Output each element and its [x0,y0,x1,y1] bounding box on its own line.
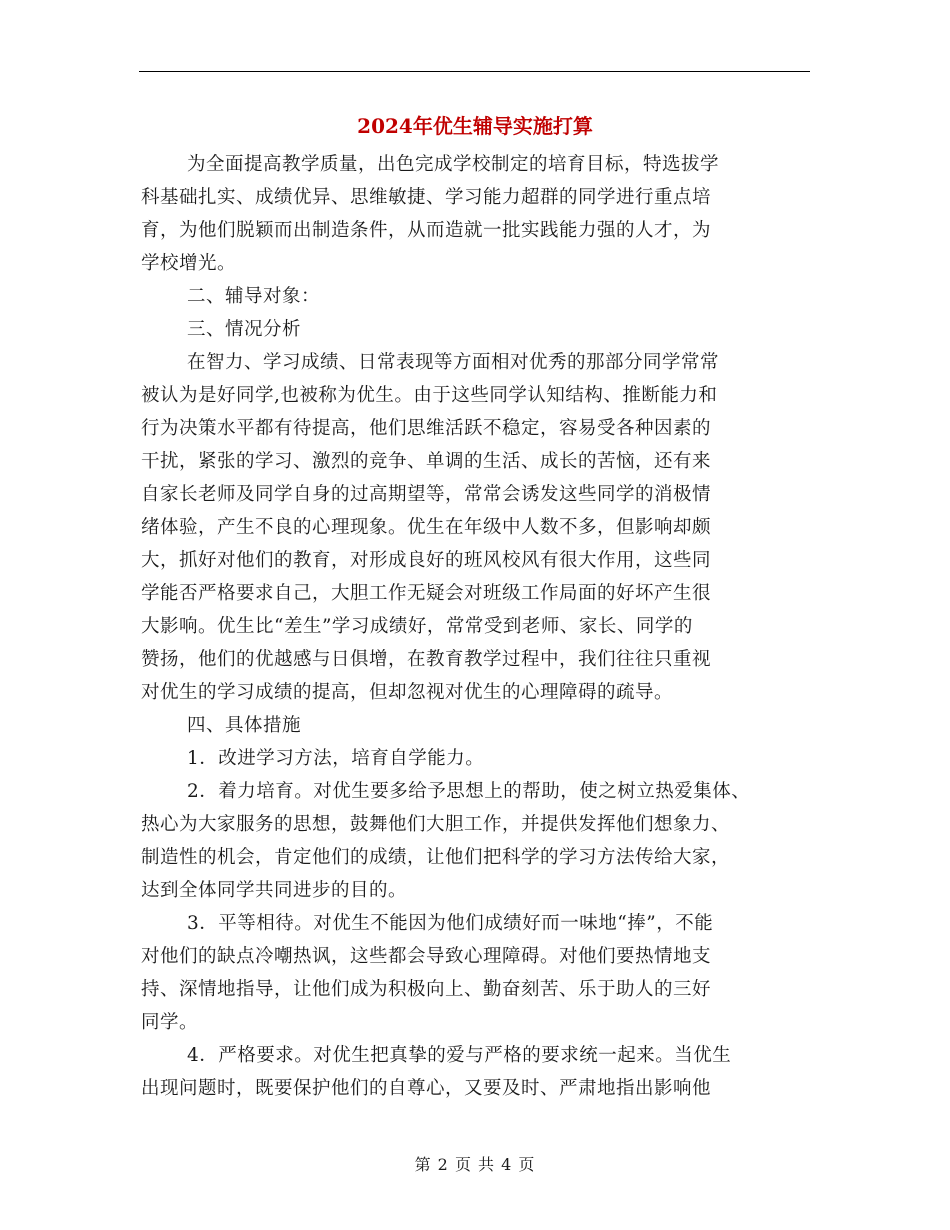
paragraph-line: 大影响。优生比“差生”学习成绩好，常常受到老师、家长、同学的 [141,616,693,637]
paragraph-line: 赞扬，他们的优越感与日俱增，在教育教学过程中，我们往往只重视 [141,649,712,670]
paragraph-line: 大，抓好对他们的教育，对形成良好的班风校风有很大作用，这些同 [141,550,712,571]
paragraph-line: 对他们的缺点冷嘲热讽，这些都会导致心理障碍。对他们要热情地支 [141,946,712,967]
paragraph-line: 同学。 [141,1012,199,1033]
document-title: 2024年优生辅导实施打算 [357,114,593,138]
paragraph-line: 自家长老师及同学自身的过高期望等，常常会诱发这些同学的消极情 [141,484,712,505]
paragraph-line: 绪体验，产生不良的心理现象。优生在年级中人数不多，但影响却颇 [141,517,712,538]
section-heading: 三、情况分析 [187,319,302,340]
list-item: 2．着力培育。对优生要多给予思想上的帮助，使之树立热爱集体、 [187,781,751,802]
paragraph-line: 达到全体同学共同进步的目的。 [141,880,408,901]
paragraph-line: 对优生的学习成绩的提高，但却忽视对优生的心理障碍的疏导。 [141,682,674,703]
paragraph-line: 出现问题时，既要保护他们的自尊心，又要及时、严肃地指出影响他 [141,1078,712,1099]
section-heading: 四、具体措施 [187,715,302,736]
header-rule [139,71,810,72]
list-item: 1．改进学习方法，培育自学能力。 [187,748,485,769]
page-footer: 第 2 页 共 4 页 [414,1155,536,1174]
paragraph-line: 育，为他们脱颖而出制造条件，从而造就一批实践能力强的人才，为 [141,220,712,241]
paragraph-line: 干扰，紧张的学习、激烈的竞争、单调的生活、成长的苦恼，还有来 [141,451,712,472]
paragraph-line: 持、深情地指导，让他们成为积极向上、勤奋刻苦、乐于助人的三好 [141,979,712,1000]
paragraph-line: 为全面提高教学质量，出色完成学校制定的培育目标，特选拔学 [187,154,720,175]
list-item: 3．平等相待。对优生不能因为他们成绩好而一味地“捧”，不能 [187,913,714,934]
paragraph-line: 行为决策水平都有待提高，他们思维活跃不稳定，容易受各种因素的 [141,418,712,439]
list-item: 4．严格要求。对优生把真挚的爱与严格的要求统一起来。当优生 [187,1045,732,1066]
paragraph-line: 在智力、学习成绩、日常表现等方面相对优秀的那部分同学常常 [187,352,720,373]
paragraph-line: 热心为大家服务的思想，鼓舞他们大胆工作，并提供发挥他们想象力、 [141,814,731,835]
paragraph-line: 学能否严格要求自己，大胆工作无疑会对班级工作局面的好坏产生很 [141,583,712,604]
paragraph-line: 科基础扎实、成绩优异、思维敏捷、学习能力超群的同学进行重点培 [141,187,712,208]
paragraph-line: 被认为是好同学,也被称为优生。由于这些同学认知结构、推断能力和 [141,385,718,406]
section-heading: 二、辅导对象： [187,286,321,307]
paragraph-line: 制造性的机会，肯定他们的成绩，让他们把科学的学习方法传给大家， [141,847,731,868]
paragraph-line: 学校增光。 [141,253,237,274]
